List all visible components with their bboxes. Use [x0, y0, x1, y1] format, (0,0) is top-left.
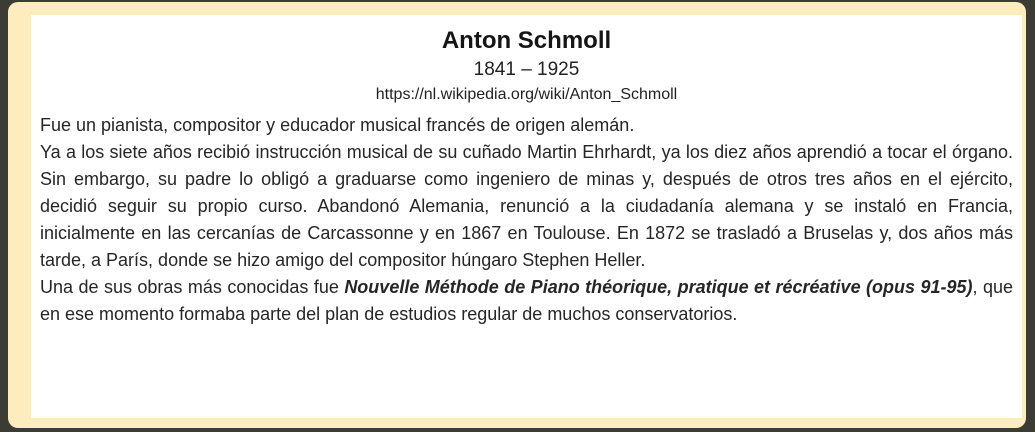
- biography-text: [40, 112, 1013, 328]
- paragraph-works: [40, 274, 1013, 328]
- works-suffix-text: , que en ese momento formaba parte del plan de estudios regular de muchos conservatorios.: [40, 277, 1013, 324]
- document-card: [31, 15, 1022, 418]
- paragraph-summary: Fue un pianista, compositor y educador musical francés de origen alemán.: [40, 115, 635, 135]
- work-title-text: Nouvelle Méthode de Piano théorique, pratique et récréative (opus 91-95): [344, 277, 973, 297]
- cream-mat: [8, 2, 1026, 428]
- paragraph-biography: Ya a los siete años recibió instrucción musical de su cuñado Martin Ehrhardt, ya los diez años aprendió a tocar el órgano. Sin embargo, su padre lo obligó a graduarse como ingeniero de minas y, después de otros tres años en el ejército, decidió seguir su propio curso. Abandonó Alemania, renunció a la ciudadanía alemana y se instaló en Francia, inicialmente en las cercanías de Carcassonne y en 1867 en Toulouse. En 1872 se trasladó a Bruselas y, dos años más tarde, a París, donde se hizo amigo del compositor húngaro Stephen Heller.: [40, 142, 1013, 270]
- works-prefix-text: Una de sus obras más conocidas fue: [40, 277, 345, 297]
- lifespan-dates: 1841 – 1925: [473, 59, 580, 80]
- wikipedia-url: https://nl.wikipedia.org/wiki/Anton_Schmoll: [375, 86, 678, 103]
- page-title: Anton Schmoll: [441, 27, 612, 54]
